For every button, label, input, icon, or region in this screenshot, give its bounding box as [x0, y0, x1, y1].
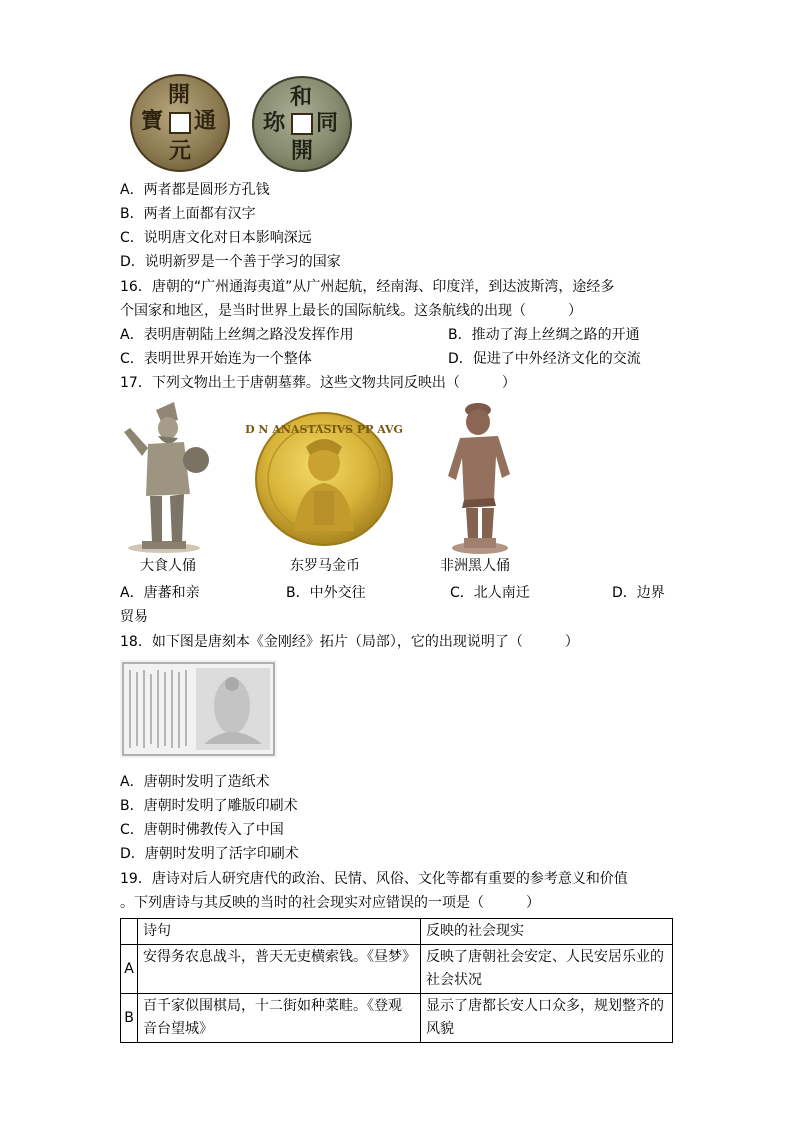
coin-char-bottom: 開	[291, 138, 314, 164]
q15-option-a: A．两者都是圆形方孔钱	[120, 182, 270, 198]
table-row	[121, 945, 673, 994]
q15-option-d: D．说明新罗是一个善于学习的国家	[120, 254, 341, 270]
q17-option-a: A．唐蕃和亲	[120, 585, 200, 601]
q16-option-b: B．推动了海上丝绸之路的开通	[448, 327, 640, 343]
coin-char-left: 寶	[141, 108, 164, 134]
coin-char-right: 同	[316, 110, 339, 136]
q15-option-c: C．说明唐文化对日本影响深远	[120, 230, 312, 246]
byzantine-gold-coin-image	[245, 411, 403, 548]
q19-table	[120, 918, 673, 1043]
q17-option-d: D．边界	[612, 585, 665, 601]
q19-stem-line1: 19．唐诗对后人研究唐代的政治、民情、风俗、文化等都有重要的参考意义和价值	[120, 871, 628, 887]
diamond-sutra-rubbing-image	[120, 660, 277, 758]
coin-char-top: 和	[290, 84, 313, 110]
coin-char-right: 通	[194, 108, 217, 134]
q16-option-a: A．表明唐朝陆上丝绸之路没发挥作用	[120, 327, 354, 343]
byzantine-coin-caption: 东罗马金币	[290, 558, 360, 574]
q17-option-d-continued: 贸易	[120, 609, 148, 625]
q19-stem-line2: 。下列唐诗与其反映的当时的社会现实对应错误的一项是（ ）	[120, 895, 540, 911]
q17-option-c: C．北人南迁	[450, 585, 530, 601]
row-reality: 反映了唐朝社会安定、人民安居乐业的社会状况	[421, 945, 673, 994]
q17-option-b: B．中外交往	[286, 585, 366, 601]
african-figurine-image	[438, 400, 534, 556]
row-label: B	[121, 994, 138, 1043]
wado-kaichin-coin-image	[252, 76, 352, 172]
african-figurine-caption: 非洲黑人俑	[440, 558, 510, 574]
table-corner-cell	[121, 919, 138, 945]
row-poem: 安得务农息战斗，普天无吏横索钱。《昼梦》	[138, 945, 421, 994]
arab-figurine-image	[118, 398, 210, 554]
row-poem: 百千家似围棋局，十二街如种菜畦。《登观音台望城》	[138, 994, 421, 1043]
arab-figurine-caption: 大食人俑	[140, 558, 196, 574]
q16-stem-line1: 16．唐朝的“广州通海夷道”从广州起航，经南海、印度洋，到达波斯湾，途经多	[120, 279, 615, 295]
coin-char-left: 珎	[263, 110, 286, 136]
row-reality: 显示了唐都长安人口众多，规划整齐的风貌	[421, 994, 673, 1043]
q16-option-c: C．表明世界开始连为一个整体	[120, 351, 312, 367]
table-row	[121, 994, 673, 1043]
q17-stem: 17．下列文物出土于唐朝墓葬。这些文物共同反映出（ ）	[120, 375, 516, 391]
coin-char-bottom: 元	[169, 138, 192, 164]
q18-option-a: A．唐朝时发明了造纸术	[120, 774, 270, 790]
coin-char-top: 開	[168, 82, 191, 108]
q18-stem: 18．如下图是唐刻本《金刚经》拓片（局部），它的出现说明了（ ）	[120, 634, 579, 650]
q16-stem-line2: 个国家和地区，是当时世界上最长的国际航线。这条航线的出现（ ）	[120, 303, 582, 319]
table-header-poem: 诗句	[138, 919, 421, 945]
q18-option-b: B．唐朝时发明了雕版印刷术	[120, 798, 298, 814]
q15-option-b: B．两者上面都有汉字	[120, 206, 256, 222]
table-header-reality: 反映的社会现实	[421, 919, 673, 945]
q18-option-d: D．唐朝时发明了活字印刷术	[120, 846, 299, 862]
row-label: A	[121, 945, 138, 994]
tang-kaiyuan-coin-image	[130, 74, 230, 172]
coin-inscription-text: D N ANASTASIVS PP AVG	[245, 423, 403, 436]
table-header-row	[121, 919, 673, 945]
q16-option-d: D．促进了中外经济文化的交流	[448, 351, 641, 367]
q18-option-c: C．唐朝时佛教传入了中国	[120, 822, 284, 838]
